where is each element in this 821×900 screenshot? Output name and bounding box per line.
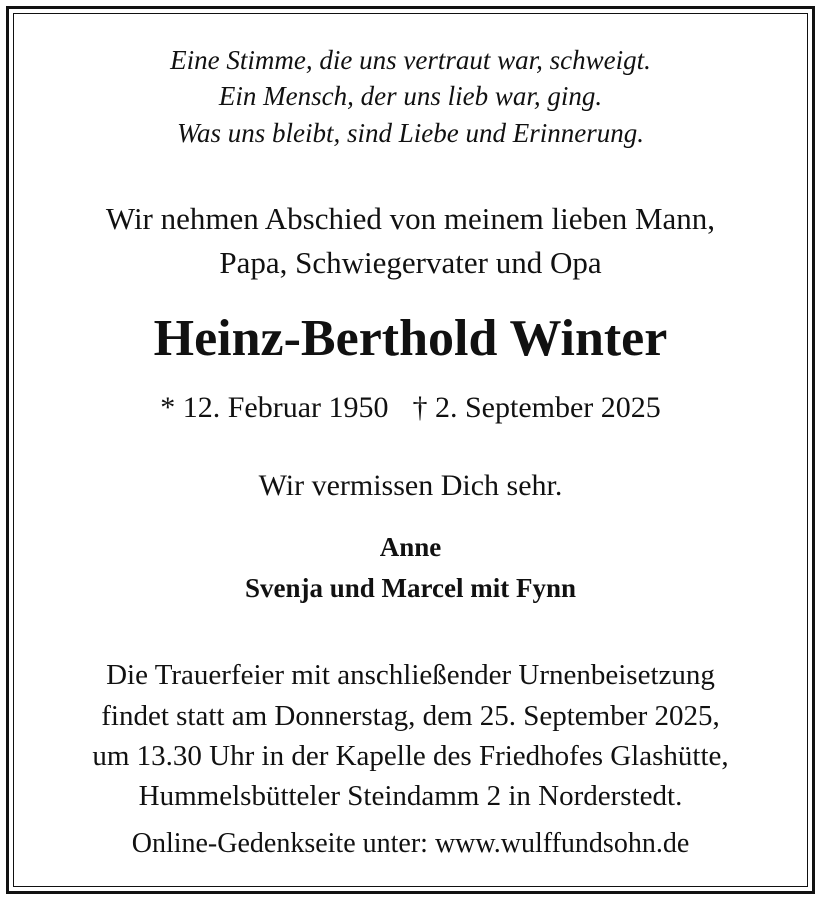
miss-text: Wir vermissen Dich sehr.: [258, 469, 563, 502]
mourner-name: Anne: [379, 532, 442, 562]
poem-line: Was uns bleibt, sind Liebe und Erinnerung.: [176, 118, 644, 148]
deceased-name: Heinz-Berthold Winter: [153, 310, 668, 367]
funeral-line: Die Trauerfeier mit anschließender Urnenbeisetzung: [106, 659, 715, 691]
intro-line: Papa, Schwiegervater und Opa: [219, 245, 602, 280]
birth-date: * 12. Februar 1950: [160, 391, 389, 424]
mourner-name: Svenja und Marcel mit Fynn: [244, 573, 576, 603]
death-date: † 2. September 2025: [412, 391, 661, 424]
poem-line: Eine Stimme, die uns vertraut war, schweigt.: [170, 45, 651, 75]
funeral-line: um 13.30 Uhr in der Kapelle des Friedhofes Glashütte,: [92, 740, 729, 772]
life-dates: [20, 393, 801, 423]
poem-line: Ein Mensch, der uns lieb war, ging.: [218, 81, 603, 111]
intro-line: Wir nehmen Abschied von meinem lieben Mann,: [105, 201, 716, 236]
obituary-content: [20, 20, 801, 880]
funeral-line: Hummelsbütteler Steindamm 2 in Norderstedt.: [138, 780, 683, 812]
funeral-line: findet statt am Donnerstag, dem 25. September 2025,: [101, 700, 720, 732]
online-memorial-line: Online-Gedenkseite unter: www.wulffundsohn.de: [131, 828, 690, 859]
